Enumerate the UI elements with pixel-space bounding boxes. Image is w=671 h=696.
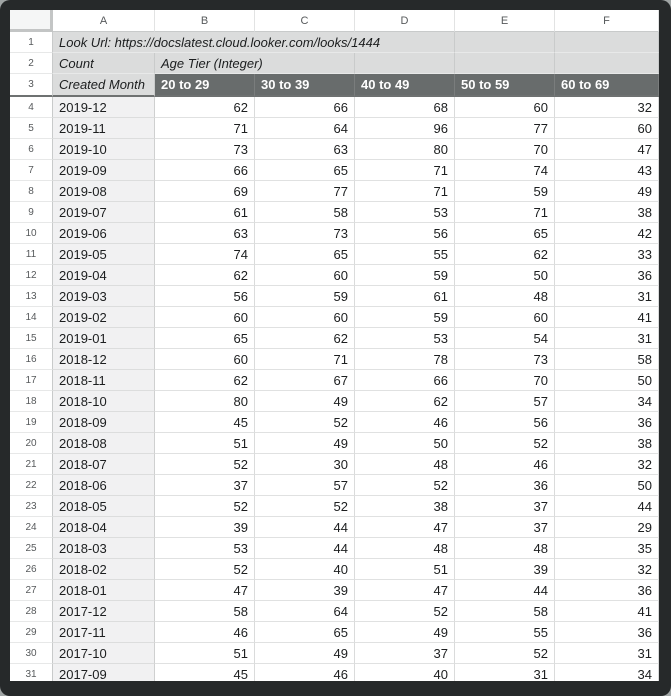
cell-B29[interactable]: 46 xyxy=(155,622,255,643)
cell-E22[interactable]: 36 xyxy=(455,475,555,496)
column-header-e[interactable]: E xyxy=(455,10,555,32)
cell-F20[interactable]: 38 xyxy=(555,433,659,454)
cell-B25[interactable]: 53 xyxy=(155,538,255,559)
cell-A4[interactable]: 2019-12 xyxy=(53,97,155,118)
cell-A16[interactable]: 2018-12 xyxy=(53,349,155,370)
cell-F15[interactable]: 31 xyxy=(555,328,659,349)
cell-E7[interactable]: 74 xyxy=(455,160,555,181)
cell-F29[interactable]: 36 xyxy=(555,622,659,643)
cell-D2[interactable] xyxy=(355,53,455,74)
cell-A14[interactable]: 2019-02 xyxy=(53,307,155,328)
row-header-25[interactable]: 25 xyxy=(10,538,53,559)
cell-E13[interactable]: 48 xyxy=(455,286,555,307)
cell-B31[interactable]: 45 xyxy=(155,664,255,681)
row-header-28[interactable]: 28 xyxy=(10,601,53,622)
cell-D11[interactable]: 55 xyxy=(355,244,455,265)
cell-D22[interactable]: 52 xyxy=(355,475,455,496)
cell-C16[interactable]: 71 xyxy=(255,349,355,370)
cell-F30[interactable]: 31 xyxy=(555,643,659,664)
row-header-18[interactable]: 18 xyxy=(10,391,53,412)
cell-A10[interactable]: 2019-06 xyxy=(53,223,155,244)
cell-C30[interactable]: 49 xyxy=(255,643,355,664)
row-header-14[interactable]: 14 xyxy=(10,307,53,328)
cell-E9[interactable]: 71 xyxy=(455,202,555,223)
cell-C26[interactable]: 40 xyxy=(255,559,355,580)
row-header-17[interactable]: 17 xyxy=(10,370,53,391)
cell-C23[interactable]: 52 xyxy=(255,496,355,517)
cell-D24[interactable]: 47 xyxy=(355,517,455,538)
column-header-a[interactable]: A xyxy=(53,10,155,32)
cell-A31[interactable]: 2017-09 xyxy=(53,664,155,681)
row-header-10[interactable]: 10 xyxy=(10,223,53,244)
cell-B24[interactable]: 39 xyxy=(155,517,255,538)
cell-F9[interactable]: 38 xyxy=(555,202,659,223)
cell-E5[interactable]: 77 xyxy=(455,118,555,139)
cell-C21[interactable]: 30 xyxy=(255,454,355,475)
cell-F2[interactable] xyxy=(555,53,659,74)
cell-C24[interactable]: 44 xyxy=(255,517,355,538)
cell-E18[interactable]: 57 xyxy=(455,391,555,412)
cell-C22[interactable]: 57 xyxy=(255,475,355,496)
row-header-11[interactable]: 11 xyxy=(10,244,53,265)
row-header-29[interactable]: 29 xyxy=(10,622,53,643)
cell-E31[interactable]: 31 xyxy=(455,664,555,681)
cell-F14[interactable]: 41 xyxy=(555,307,659,328)
cell-F1[interactable] xyxy=(555,32,659,53)
cell-E12[interactable]: 50 xyxy=(455,265,555,286)
cell-C5[interactable]: 64 xyxy=(255,118,355,139)
row-header-15[interactable]: 15 xyxy=(10,328,53,349)
cell-A19[interactable]: 2018-09 xyxy=(53,412,155,433)
spreadsheet-grid xyxy=(10,10,659,681)
cell-D6[interactable]: 80 xyxy=(355,139,455,160)
cell-C20[interactable]: 49 xyxy=(255,433,355,454)
cell-C28[interactable]: 64 xyxy=(255,601,355,622)
cell-B23[interactable]: 52 xyxy=(155,496,255,517)
cell-F12[interactable]: 36 xyxy=(555,265,659,286)
cell-E29[interactable]: 55 xyxy=(455,622,555,643)
cell-E2[interactable] xyxy=(455,53,555,74)
cell-B14[interactable]: 60 xyxy=(155,307,255,328)
cell-E11[interactable]: 62 xyxy=(455,244,555,265)
cell-B2[interactable]: Age Tier (Integer) xyxy=(155,53,355,74)
cell-F17[interactable]: 50 xyxy=(555,370,659,391)
cell-C14[interactable]: 60 xyxy=(255,307,355,328)
row-header-24[interactable]: 24 xyxy=(10,517,53,538)
cell-A26[interactable]: 2018-02 xyxy=(53,559,155,580)
cell-D29[interactable]: 49 xyxy=(355,622,455,643)
cell-C7[interactable]: 65 xyxy=(255,160,355,181)
cell-B8[interactable]: 69 xyxy=(155,181,255,202)
cell-A12[interactable]: 2019-04 xyxy=(53,265,155,286)
cell-E20[interactable]: 52 xyxy=(455,433,555,454)
cell-A13[interactable]: 2019-03 xyxy=(53,286,155,307)
cell-C11[interactable]: 65 xyxy=(255,244,355,265)
cell-A28[interactable]: 2017-12 xyxy=(53,601,155,622)
cell-A25[interactable]: 2018-03 xyxy=(53,538,155,559)
cell-F10[interactable]: 42 xyxy=(555,223,659,244)
cell-E16[interactable]: 73 xyxy=(455,349,555,370)
cell-D3[interactable]: 40 to 49 xyxy=(355,74,455,97)
cell-D13[interactable]: 61 xyxy=(355,286,455,307)
row-header-23[interactable]: 23 xyxy=(10,496,53,517)
row-header-22[interactable]: 22 xyxy=(10,475,53,496)
cell-A5[interactable]: 2019-11 xyxy=(53,118,155,139)
cell-B17[interactable]: 62 xyxy=(155,370,255,391)
cell-D17[interactable]: 66 xyxy=(355,370,455,391)
cell-C3[interactable]: 30 to 39 xyxy=(255,74,355,97)
cell-B16[interactable]: 60 xyxy=(155,349,255,370)
cell-A23[interactable]: 2018-05 xyxy=(53,496,155,517)
cell-A7[interactable]: 2019-09 xyxy=(53,160,155,181)
cell-A20[interactable]: 2018-08 xyxy=(53,433,155,454)
row-header-19[interactable]: 19 xyxy=(10,412,53,433)
cell-E23[interactable]: 37 xyxy=(455,496,555,517)
cell-C17[interactable]: 67 xyxy=(255,370,355,391)
cell-A11[interactable]: 2019-05 xyxy=(53,244,155,265)
cell-D18[interactable]: 62 xyxy=(355,391,455,412)
cell-C25[interactable]: 44 xyxy=(255,538,355,559)
cell-A9[interactable]: 2019-07 xyxy=(53,202,155,223)
cell-A15[interactable]: 2019-01 xyxy=(53,328,155,349)
cell-F21[interactable]: 32 xyxy=(555,454,659,475)
cell-B19[interactable]: 45 xyxy=(155,412,255,433)
row-header-8[interactable]: 8 xyxy=(10,181,53,202)
cell-E27[interactable]: 44 xyxy=(455,580,555,601)
cell-E28[interactable]: 58 xyxy=(455,601,555,622)
spreadsheet-viewport xyxy=(10,10,659,681)
cell-F7[interactable]: 43 xyxy=(555,160,659,181)
cell-B22[interactable]: 37 xyxy=(155,475,255,496)
cell-B28[interactable]: 58 xyxy=(155,601,255,622)
row-header-30[interactable]: 30 xyxy=(10,643,53,664)
row-header-2[interactable]: 2 xyxy=(10,53,53,74)
row-header-27[interactable]: 27 xyxy=(10,580,53,601)
cell-F22[interactable]: 50 xyxy=(555,475,659,496)
cell-D27[interactable]: 47 xyxy=(355,580,455,601)
cell-D8[interactable]: 71 xyxy=(355,181,455,202)
cell-B7[interactable]: 66 xyxy=(155,160,255,181)
cell-D5[interactable]: 96 xyxy=(355,118,455,139)
row-header-6[interactable]: 6 xyxy=(10,139,53,160)
cell-A27[interactable]: 2018-01 xyxy=(53,580,155,601)
cell-C31[interactable]: 46 xyxy=(255,664,355,681)
cell-D12[interactable]: 59 xyxy=(355,265,455,286)
cell-B12[interactable]: 62 xyxy=(155,265,255,286)
cell-E21[interactable]: 46 xyxy=(455,454,555,475)
cell-B5[interactable]: 71 xyxy=(155,118,255,139)
column-header-d[interactable]: D xyxy=(355,10,455,32)
cell-E19[interactable]: 56 xyxy=(455,412,555,433)
cell-A18[interactable]: 2018-10 xyxy=(53,391,155,412)
cell-D20[interactable]: 50 xyxy=(355,433,455,454)
cell-F16[interactable]: 58 xyxy=(555,349,659,370)
cell-E8[interactable]: 59 xyxy=(455,181,555,202)
cell-D19[interactable]: 46 xyxy=(355,412,455,433)
cell-B3[interactable]: 20 to 29 xyxy=(155,74,255,97)
cell-A30[interactable]: 2017-10 xyxy=(53,643,155,664)
cell-D26[interactable]: 51 xyxy=(355,559,455,580)
cell-D7[interactable]: 71 xyxy=(355,160,455,181)
cell-E30[interactable]: 52 xyxy=(455,643,555,664)
cell-D4[interactable]: 68 xyxy=(355,97,455,118)
cell-C9[interactable]: 58 xyxy=(255,202,355,223)
cell-D14[interactable]: 59 xyxy=(355,307,455,328)
cell-B11[interactable]: 74 xyxy=(155,244,255,265)
cell-B13[interactable]: 56 xyxy=(155,286,255,307)
cell-E10[interactable]: 65 xyxy=(455,223,555,244)
cell-B26[interactable]: 52 xyxy=(155,559,255,580)
cell-C18[interactable]: 49 xyxy=(255,391,355,412)
cell-C4[interactable]: 66 xyxy=(255,97,355,118)
cell-F18[interactable]: 34 xyxy=(555,391,659,412)
cell-B18[interactable]: 80 xyxy=(155,391,255,412)
cell-E24[interactable]: 37 xyxy=(455,517,555,538)
column-header-c[interactable]: C xyxy=(255,10,355,32)
row-header-4[interactable]: 4 xyxy=(10,97,53,118)
cell-D25[interactable]: 48 xyxy=(355,538,455,559)
cell-A3[interactable]: Created Month xyxy=(53,74,155,97)
cell-D16[interactable]: 78 xyxy=(355,349,455,370)
row-header-3[interactable]: 3 xyxy=(10,74,53,97)
cell-F6[interactable]: 47 xyxy=(555,139,659,160)
cell-B21[interactable]: 52 xyxy=(155,454,255,475)
cell-F27[interactable]: 36 xyxy=(555,580,659,601)
cell-E17[interactable]: 70 xyxy=(455,370,555,391)
cell-F31[interactable]: 34 xyxy=(555,664,659,681)
row-header-16[interactable]: 16 xyxy=(10,349,53,370)
cell-B20[interactable]: 51 xyxy=(155,433,255,454)
row-header-5[interactable]: 5 xyxy=(10,118,53,139)
cell-E4[interactable]: 60 xyxy=(455,97,555,118)
row-header-13[interactable]: 13 xyxy=(10,286,53,307)
cell-D15[interactable]: 53 xyxy=(355,328,455,349)
cell-E14[interactable]: 60 xyxy=(455,307,555,328)
cell-F23[interactable]: 44 xyxy=(555,496,659,517)
cell-C10[interactable]: 73 xyxy=(255,223,355,244)
cell-F8[interactable]: 49 xyxy=(555,181,659,202)
cell-C27[interactable]: 39 xyxy=(255,580,355,601)
cell-D30[interactable]: 37 xyxy=(355,643,455,664)
cell-F4[interactable]: 32 xyxy=(555,97,659,118)
column-header-f[interactable]: F xyxy=(555,10,659,32)
cell-B30[interactable]: 51 xyxy=(155,643,255,664)
row-header-21[interactable]: 21 xyxy=(10,454,53,475)
cell-A8[interactable]: 2019-08 xyxy=(53,181,155,202)
select-all-corner[interactable] xyxy=(10,10,53,32)
cell-B9[interactable]: 61 xyxy=(155,202,255,223)
cell-B6[interactable]: 73 xyxy=(155,139,255,160)
cell-E25[interactable]: 48 xyxy=(455,538,555,559)
column-header-b[interactable]: B xyxy=(155,10,255,32)
cell-C8[interactable]: 77 xyxy=(255,181,355,202)
cell-D31[interactable]: 40 xyxy=(355,664,455,681)
row-header-26[interactable]: 26 xyxy=(10,559,53,580)
cell-B27[interactable]: 47 xyxy=(155,580,255,601)
cell-F19[interactable]: 36 xyxy=(555,412,659,433)
cell-B4[interactable]: 62 xyxy=(155,97,255,118)
cell-F25[interactable]: 35 xyxy=(555,538,659,559)
cell-A24[interactable]: 2018-04 xyxy=(53,517,155,538)
cell-A17[interactable]: 2018-11 xyxy=(53,370,155,391)
cell-E15[interactable]: 54 xyxy=(455,328,555,349)
cell-D23[interactable]: 38 xyxy=(355,496,455,517)
row-header-7[interactable]: 7 xyxy=(10,160,53,181)
cell-C6[interactable]: 63 xyxy=(255,139,355,160)
cell-F13[interactable]: 31 xyxy=(555,286,659,307)
cell-E26[interactable]: 39 xyxy=(455,559,555,580)
cell-B10[interactable]: 63 xyxy=(155,223,255,244)
cell-A2[interactable]: Count xyxy=(53,53,155,74)
cell-E6[interactable]: 70 xyxy=(455,139,555,160)
row-header-1[interactable]: 1 xyxy=(10,32,53,53)
cell-F5[interactable]: 60 xyxy=(555,118,659,139)
cell-C29[interactable]: 65 xyxy=(255,622,355,643)
cell-C13[interactable]: 59 xyxy=(255,286,355,307)
cell-F28[interactable]: 41 xyxy=(555,601,659,622)
row-header-9[interactable]: 9 xyxy=(10,202,53,223)
cell-C19[interactable]: 52 xyxy=(255,412,355,433)
cell-A1[interactable]: Look Url: https://docslatest.cloud.looker.com/looks/1444 xyxy=(53,32,455,53)
cell-E1[interactable] xyxy=(455,32,555,53)
cell-B15[interactable]: 65 xyxy=(155,328,255,349)
row-header-31[interactable]: 31 xyxy=(10,664,53,681)
row-header-12[interactable]: 12 xyxy=(10,265,53,286)
cell-F3[interactable]: 60 to 69 xyxy=(555,74,659,97)
cell-E3[interactable]: 50 to 59 xyxy=(455,74,555,97)
cell-D21[interactable]: 48 xyxy=(355,454,455,475)
cell-A6[interactable]: 2019-10 xyxy=(53,139,155,160)
cell-A21[interactable]: 2018-07 xyxy=(53,454,155,475)
cell-F26[interactable]: 32 xyxy=(555,559,659,580)
cell-D10[interactable]: 56 xyxy=(355,223,455,244)
cell-C15[interactable]: 62 xyxy=(255,328,355,349)
row-header-20[interactable]: 20 xyxy=(10,433,53,454)
cell-A22[interactable]: 2018-06 xyxy=(53,475,155,496)
cell-D9[interactable]: 53 xyxy=(355,202,455,223)
cell-D28[interactable]: 52 xyxy=(355,601,455,622)
cell-A29[interactable]: 2017-11 xyxy=(53,622,155,643)
cell-F11[interactable]: 33 xyxy=(555,244,659,265)
cell-C12[interactable]: 60 xyxy=(255,265,355,286)
cell-F24[interactable]: 29 xyxy=(555,517,659,538)
